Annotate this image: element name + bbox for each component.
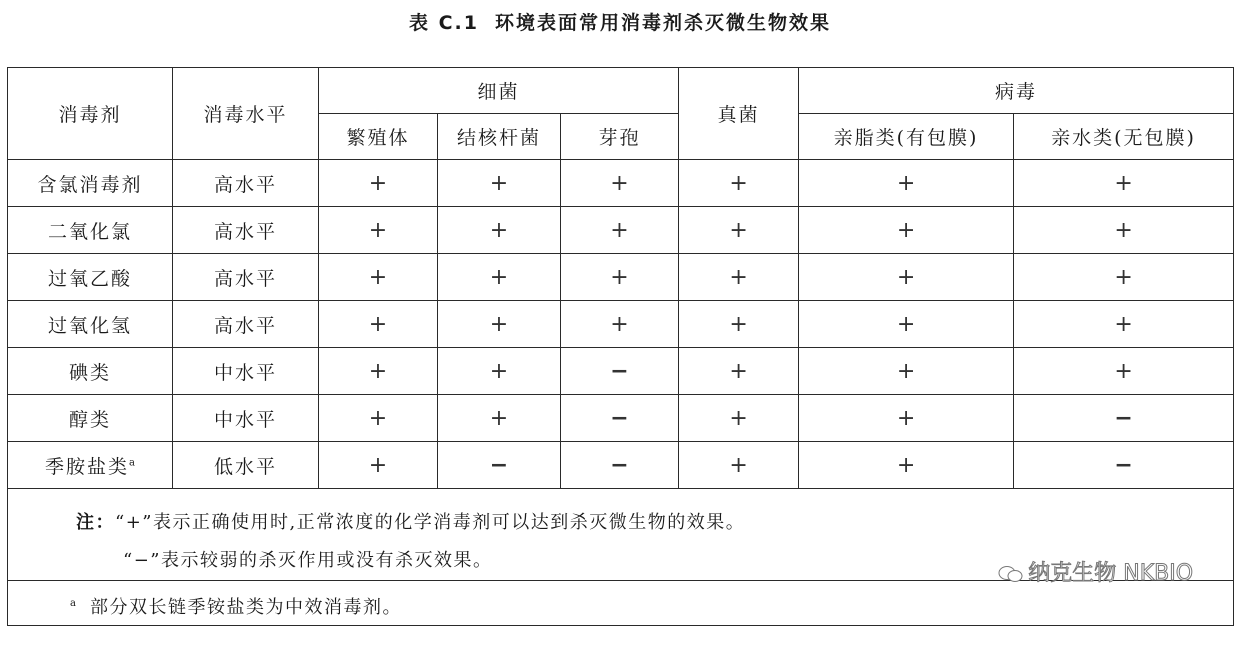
plus-mark: + [1114, 170, 1133, 196]
plus-mark: + [729, 311, 748, 337]
plus-mark: + [896, 264, 916, 290]
disinfectant-name: 醇类 [8, 395, 173, 442]
plus-mark: + [368, 311, 388, 337]
effect-cell [799, 395, 1014, 442]
footnote-ref: a [129, 457, 135, 469]
effect-cell [1014, 395, 1234, 442]
disinfection-level: 高水平 [173, 207, 319, 254]
disinfection-level: 高水平 [173, 301, 319, 348]
plus-mark: + [368, 405, 388, 431]
effect-cell [438, 160, 561, 207]
disinfectant-name: 碘类 [8, 348, 173, 395]
plus-mark: + [368, 358, 388, 384]
plus-mark: + [368, 170, 388, 196]
note-plus-text: “+”表示正确使用时,正常浓度的化学消毒剂可以达到杀灭微生物的效果。 [115, 512, 746, 533]
effect-cell [799, 160, 1014, 207]
plus-mark: + [610, 311, 629, 337]
effect-cell [319, 207, 438, 254]
footnote [70, 593, 402, 619]
plus-mark: + [489, 217, 509, 243]
plus-mark: + [368, 264, 388, 290]
effect-cell [561, 207, 679, 254]
plus-mark: + [1114, 217, 1133, 243]
plus-mark: + [368, 452, 388, 478]
table-row [8, 301, 1234, 348]
effect-cell [561, 160, 679, 207]
disinfection-level: 中水平 [173, 395, 319, 442]
disinfection-level: 低水平 [173, 442, 319, 489]
table-row [8, 395, 1234, 442]
effect-cell [679, 301, 799, 348]
effect-cell [1014, 160, 1234, 207]
plus-mark: + [1114, 358, 1133, 384]
header-lipophilic: 亲脂类(有包膜) [799, 114, 1014, 160]
plus-mark: + [896, 170, 916, 196]
effect-cell [438, 301, 561, 348]
effect-cell [679, 160, 799, 207]
table-row [8, 207, 1234, 254]
effect-cell [1014, 254, 1234, 301]
disinfectant-name: 季胺盐类$^a$ [8, 442, 173, 489]
footnote-cell [8, 581, 1234, 626]
disinfectant-name: 含氯消毒剂 [8, 160, 173, 207]
plus-mark: + [489, 311, 509, 337]
effect-cell [319, 348, 438, 395]
plus-mark: + [896, 405, 916, 431]
header-hydrophilic: 亲水类(无包膜) [1014, 114, 1234, 160]
disinfectant-table [7, 67, 1234, 626]
disinfection-level: 高水平 [173, 160, 319, 207]
plus-mark: + [489, 170, 509, 196]
effect-cell [1014, 442, 1234, 489]
effect-cell [679, 254, 799, 301]
watermark-text: 纳克生物 NKBIO [1028, 561, 1194, 586]
header-spore: 芽孢 [561, 114, 679, 160]
disinfection-level: 中水平 [173, 348, 319, 395]
table-title [0, 8, 1240, 35]
minus-mark: − [610, 452, 629, 478]
effect-cell [438, 348, 561, 395]
header-level: 消毒水平 [173, 68, 319, 160]
header-virus: 病毒 [799, 68, 1234, 114]
plus-mark: + [1114, 264, 1133, 290]
effect-cell [319, 395, 438, 442]
effect-cell [799, 348, 1014, 395]
effect-cell [561, 395, 679, 442]
plus-mark: + [729, 217, 748, 243]
effect-cell [679, 348, 799, 395]
effect-cell [679, 395, 799, 442]
effect-cell [561, 301, 679, 348]
table-row [8, 348, 1234, 395]
plus-mark: + [729, 358, 748, 384]
plus-mark: + [896, 452, 916, 478]
plus-mark: + [729, 264, 748, 290]
plus-mark: + [368, 217, 388, 243]
effect-cell [438, 207, 561, 254]
disinfectant-name: 二氧化氯 [8, 207, 173, 254]
header-fungi: 真菌 [679, 68, 799, 160]
effect-cell [438, 442, 561, 489]
plus-mark: + [729, 170, 748, 196]
footnote-mark: a [70, 598, 76, 609]
minus-mark: − [610, 358, 629, 384]
effect-cell [679, 442, 799, 489]
table-number: 表 C.1 [408, 12, 479, 34]
notes-cell [8, 489, 1234, 586]
effect-cell [319, 254, 438, 301]
plus-mark: + [896, 311, 916, 337]
plus-mark: + [896, 217, 916, 243]
note-line-2: “−”表示较弱的杀灭作用或没有杀灭效果。 [123, 550, 493, 571]
effect-cell [799, 301, 1014, 348]
effect-cell [799, 207, 1014, 254]
plus-mark: + [489, 264, 509, 290]
note-line-1 [76, 508, 745, 534]
table-row [8, 160, 1234, 207]
header-disinfectant: 消毒剂 [8, 68, 173, 160]
effect-cell [438, 254, 561, 301]
table-row [8, 442, 1234, 489]
effect-cell [561, 254, 679, 301]
effect-cell [679, 207, 799, 254]
disinfection-level: 高水平 [173, 254, 319, 301]
header-tuberculosis: 结核杆菌 [438, 114, 561, 160]
effect-cell [319, 160, 438, 207]
plus-mark: + [610, 264, 629, 290]
effect-cell [561, 442, 679, 489]
effect-cell [438, 395, 561, 442]
effect-cell [1014, 348, 1234, 395]
effect-cell [1014, 207, 1234, 254]
effect-cell [1014, 301, 1234, 348]
plus-mark: + [729, 452, 748, 478]
plus-mark: + [610, 170, 629, 196]
effect-cell [319, 442, 438, 489]
disinfectant-name: 过氧化氢 [8, 301, 173, 348]
table-caption: 环境表面常用消毒剂杀灭微生物效果 [494, 12, 831, 34]
table-row [8, 254, 1234, 301]
minus-mark: − [1114, 452, 1133, 478]
plus-mark: + [489, 358, 509, 384]
plus-mark: + [1114, 311, 1133, 337]
plus-mark: + [896, 358, 916, 384]
header-vegetative: 繁殖体 [319, 114, 438, 160]
header-bacteria: 细菌 [319, 68, 679, 114]
table-body [8, 160, 1234, 489]
effect-cell [561, 348, 679, 395]
effect-cell [799, 442, 1014, 489]
effect-cell [319, 301, 438, 348]
minus-mark: − [1114, 405, 1133, 431]
disinfectant-name: 过氧乙酸 [8, 254, 173, 301]
plus-mark: + [610, 217, 629, 243]
plus-mark: + [489, 405, 509, 431]
note-label: 注： [76, 512, 115, 533]
minus-mark: − [610, 405, 629, 431]
effect-cell [799, 254, 1014, 301]
plus-mark: + [729, 405, 748, 431]
footnote-text: 部分双长链季铵盐类为中效消毒剂。 [89, 597, 402, 618]
minus-mark: − [489, 452, 509, 478]
